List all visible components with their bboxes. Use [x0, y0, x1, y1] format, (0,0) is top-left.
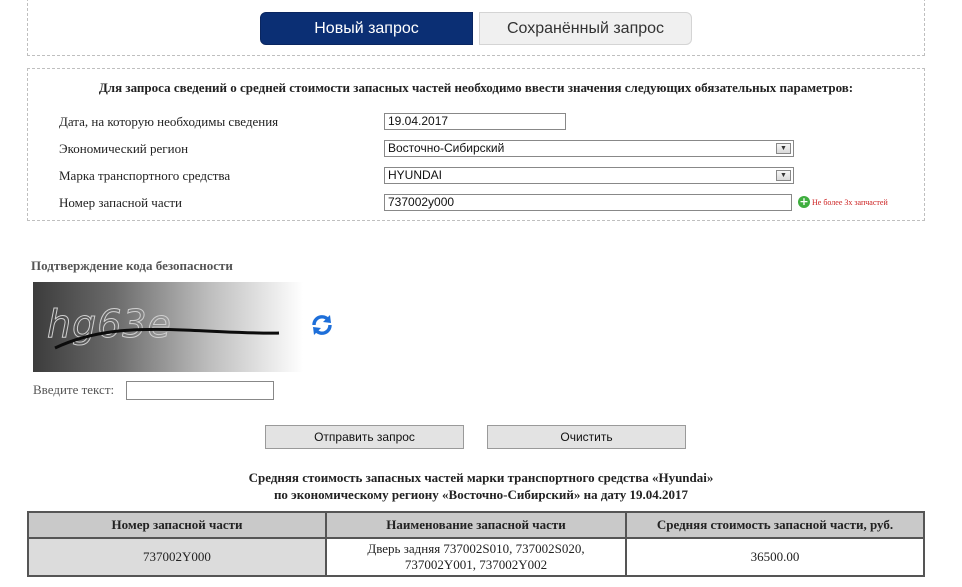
- send-request-button[interactable]: Отправить запрос: [265, 425, 464, 449]
- region-select[interactable]: [384, 140, 794, 157]
- cell-part-number: 737002Y000: [28, 538, 326, 576]
- part-number-field[interactable]: 737002y000: [384, 194, 792, 211]
- cell-part-name-line2: 737002Y001, 737002Y002: [404, 557, 548, 572]
- refresh-icon[interactable]: [310, 313, 334, 337]
- add-part-hint-text: Не более 3х запчастей: [812, 197, 888, 207]
- part-number-label: Номер запасной части: [59, 195, 182, 210]
- result-title-line1: Средняя стоимость запасных частей марки транспортного средства «Hyundai»: [248, 470, 714, 485]
- plus-circle-icon[interactable]: +: [799, 195, 809, 208]
- region-select-value: Восточно-Сибирский: [388, 141, 505, 155]
- date-label: Дата, на которую необходимы сведения: [59, 114, 279, 129]
- result-title-line2: по экономическому региону «Восточно-Сибирский» на дату 19.04.2017: [273, 487, 689, 502]
- date-field[interactable]: 19.04.2017: [384, 113, 566, 130]
- result-table: [27, 511, 925, 577]
- brand-select[interactable]: [384, 167, 794, 184]
- column-header-average-price: Средняя стоимость запасной части, руб.: [626, 512, 924, 538]
- add-part-hint[interactable]: [798, 196, 888, 208]
- captcha-input[interactable]: [126, 381, 274, 400]
- brand-label: Марка транспортного средства: [59, 168, 231, 183]
- request-form: [27, 68, 925, 221]
- dropdown-arrow-icon[interactable]: ▼: [776, 170, 791, 181]
- brand-select-value: HYUNDAI: [388, 168, 443, 182]
- captcha-image: [33, 282, 303, 372]
- table-header-row: [28, 512, 924, 538]
- tab-saved-request[interactable]: Сохранённый запрос: [479, 12, 692, 45]
- tab-new-request[interactable]: Новый запрос: [260, 12, 473, 45]
- captcha-input-label: Введите текст:: [33, 382, 115, 397]
- table-row: [28, 538, 924, 576]
- captcha-title: Подтверждение кода безопасности: [31, 258, 233, 273]
- clear-button[interactable]: Очистить: [487, 425, 686, 449]
- region-label: Экономический регион: [59, 141, 189, 156]
- cell-average-price: 36500.00: [626, 538, 924, 576]
- dropdown-arrow-icon[interactable]: ▼: [776, 143, 791, 154]
- form-title: Для запроса сведений о средней стоимости запасных частей необходимо ввести значения следующих обязательных параметров:: [98, 80, 854, 95]
- cell-part-name: [326, 538, 626, 576]
- captcha-noise-line: [33, 282, 303, 372]
- cell-part-name-line1: Дверь задняя 737002S010, 737002S020,: [367, 541, 585, 556]
- column-header-part-number: Номер запасной части: [28, 512, 326, 538]
- column-header-part-name: Наименование запасной части: [326, 512, 626, 538]
- tab-panel: [27, 0, 925, 56]
- captcha-image-text: hg63e: [47, 302, 172, 346]
